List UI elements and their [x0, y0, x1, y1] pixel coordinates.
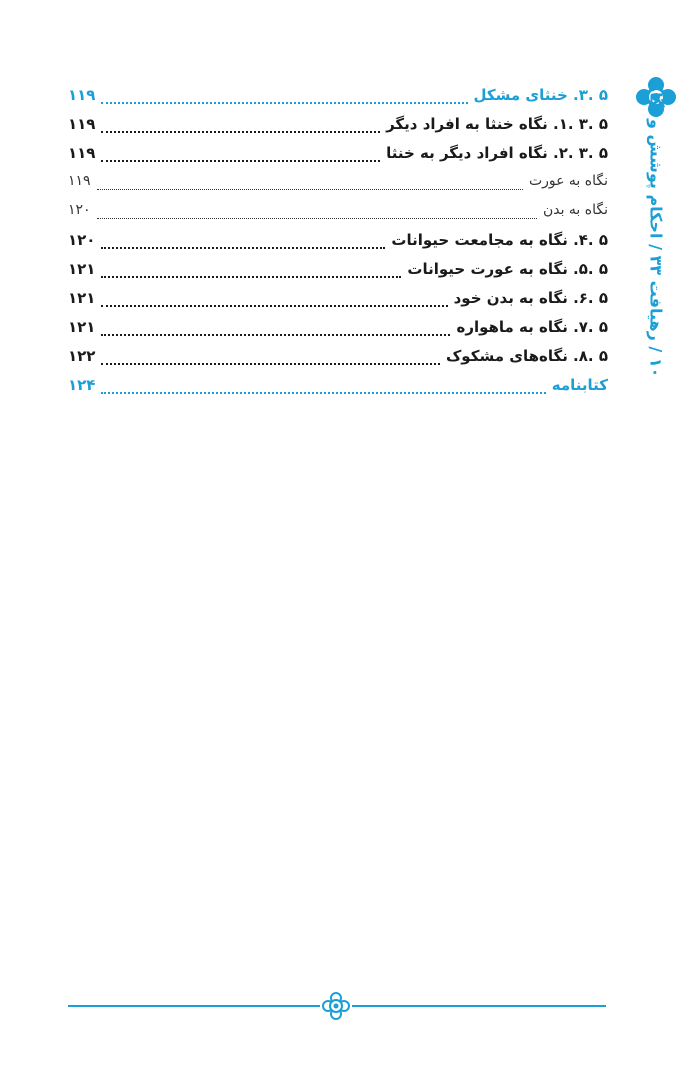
- toc-entry-page: ۱۲۱: [68, 260, 96, 278]
- toc-entry[interactable]: [68, 345, 608, 374]
- toc-entry-label: کتابنامه: [551, 376, 608, 394]
- toc-entry-page: ۱۱۹: [68, 86, 96, 104]
- running-header-page-number: ۱۰: [646, 357, 666, 378]
- flower-ornament-icon: [321, 991, 351, 1021]
- toc-entry-label: ۵ .۵. نگاه به عورت حیوانات: [407, 260, 608, 278]
- toc-entry[interactable]: [68, 113, 608, 142]
- toc-entry-label: ۵ .۳ .۱. نگاه خنثا به افراد دیگر: [386, 115, 608, 133]
- toc-entry-label: ۵ .۳ .۲. نگاه افراد دیگر به خنثا: [386, 144, 608, 162]
- toc-entry-page: ۱۲۲: [68, 347, 96, 365]
- toc-leader: [101, 382, 546, 394]
- toc-entry-page: ۱۲۴: [68, 376, 96, 394]
- toc-entry-label: نگاه به بدن: [542, 202, 608, 218]
- toc-leader: [101, 295, 448, 307]
- toc-entry-page: ۱۲۱: [68, 289, 96, 307]
- toc-leader: [97, 208, 537, 219]
- toc-entry[interactable]: [68, 258, 608, 287]
- toc-entry[interactable]: [68, 84, 608, 113]
- toc-leader: [101, 92, 468, 104]
- toc-leader: [101, 324, 450, 336]
- toc-leader: [101, 121, 380, 133]
- running-header: [647, 83, 666, 378]
- toc-entry[interactable]: [68, 316, 608, 345]
- table-of-contents: [68, 84, 608, 403]
- toc-leader: [97, 179, 523, 190]
- running-header-title: رهیافت ۳۳ / احکام پوشش و نگاه: [646, 82, 666, 341]
- toc-leader: [101, 150, 380, 162]
- toc-entry-label: ۵ .۸. نگاه‌های مشکوک: [445, 347, 608, 365]
- footer-divider-left: [68, 1005, 320, 1007]
- footer-divider-right: [352, 1005, 606, 1007]
- toc-entry-page: ۱۲۱: [68, 318, 96, 336]
- toc-entry-page: ۱۲۰: [68, 231, 96, 249]
- toc-entry[interactable]: [68, 374, 608, 403]
- toc-entry-page: ۱۱۹: [68, 115, 96, 133]
- toc-entry[interactable]: [68, 229, 608, 258]
- toc-entry-page: ۱۱۹: [68, 144, 96, 162]
- toc-entry-label: ۵ .۶. نگاه به بدن خود: [453, 289, 608, 307]
- toc-entry[interactable]: [68, 200, 608, 229]
- toc-entry[interactable]: [68, 142, 608, 171]
- toc-entry-label: ۵ .۳. خنثای مشکل: [473, 86, 608, 104]
- toc-leader: [101, 353, 440, 365]
- toc-entry-label: نگاه به عورت: [528, 173, 608, 189]
- toc-entry-page: ۱۲۰: [68, 202, 91, 218]
- toc-entry-label: ۵ .۴. نگاه به مجامعت حیوانات: [391, 231, 608, 249]
- toc-entry[interactable]: [68, 171, 608, 200]
- toc-leader: [101, 237, 385, 249]
- toc-entry-page: ۱۱۹: [68, 173, 91, 189]
- toc-entry[interactable]: [68, 287, 608, 316]
- toc-leader: [101, 266, 401, 278]
- toc-entry-label: ۵ .۷. نگاه به ماهواره: [456, 318, 608, 336]
- running-header-separator: /: [646, 346, 666, 353]
